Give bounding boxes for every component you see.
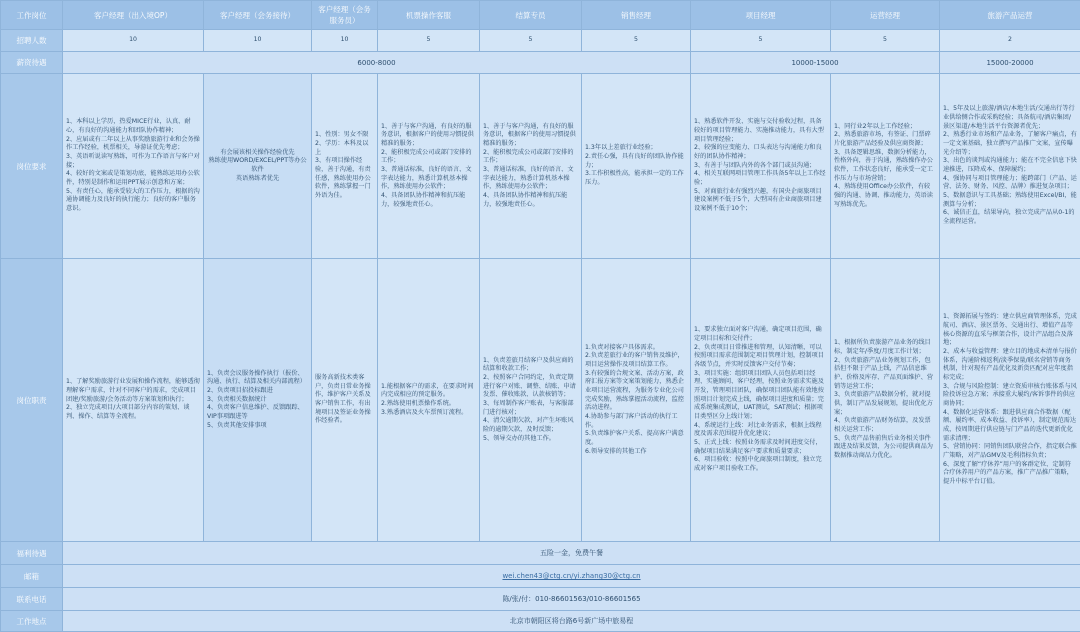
phone-row xyxy=(1,588,1080,611)
address-label: 工作地点 xyxy=(1,611,63,632)
requirements-row xyxy=(1,74,1080,259)
requirement-text: 1、熟悉软件开发、实施与交付验收过程，具备较好的项目管理能力、实施推动能力，具有大型项目管理经验； 2、较强的应变能力、口头表达与沟通能力和良好的团队协作精神； 3、有善于与团队内外的各个部门或员沟通； 4、相关互联网项目管理工作具备5年以上工作经验； 5、对商旅行业有强烈兴趣，有国央企商旅项目建设案例不低于5个，大型国有企业商旅项目建设案例不低于10个； xyxy=(691,74,831,259)
requirement-text: 1、性别：男女不限 2、学历：本科及以上 3、有项目操作经验，善于沟通，有责任感，熟练使用办公软件，熟练掌握一门外语为佳。 xyxy=(312,74,378,259)
salary-label: 薪资待遇 xyxy=(1,52,63,74)
duty-text: 1、了解奖励旅游行业发展和操作流程，能够透彻理解客户需求，针对不同客户的需求，完成项目团建/奖励旅游/会务活动等方案策划和执行； 2、独立完成项目/大项目部分内容的策划、谈判、操作、结算等全流程。 xyxy=(63,259,204,542)
hiring-count: 10 xyxy=(312,30,378,52)
requirements-label: 岗位要求 xyxy=(1,74,63,259)
header-position-5: 结算专员 xyxy=(480,1,582,30)
hiring-count: 5 xyxy=(378,30,480,52)
hiring-count: 5 xyxy=(582,30,691,52)
requirement-text: 1、善于与客户沟通，有良好的服务意识，根据客户的使用习惯提供精准的服务； 2、能积极完成公司或部门安排的工作； 3、普通话标准，良好的语言、文字表达能力，熟悉计算机基本操作，熟练使用办公软件； 4、具备团队协作精神和抗压能力，较强地责任心。 xyxy=(480,74,582,259)
duty-text: 服务高新技术类客户，负责日常业务操作，维护客户关系及客户销售工作，有出境项目及签证业务操作经验者。 xyxy=(312,259,378,542)
address-text: 北京市朝阳区将台路6号新广场中旅易程 xyxy=(63,611,1080,632)
requirement-text: 1、5年及以上旅游/酒店/本地生活/交通出行等行业供给侧合作或采购经验；具备航司/酒店集团/景区渠道/本地生活平台资源者优先； 2、熟悉行业市场和产品业务，了解客户痛点，有一定文案基础，独立撰写产品推广文案，宣传曝光介绍等； 3、出色的谈判或沟通能力；能在不完全信息下快速推进，压降成本、保障履约； 4、强协同与项目管理能力；能跨部门（产品、运营、法务、财务、风控、品牌）推进复杂项目； 5、数据意识与工具基础；熟练使用Excel/BI，能测算与分析； 6、诚信正直，结果导向，独立完成产品从0-1的全流程运营。 xyxy=(940,74,1080,259)
requirement-text: 1、本科以上学历，热爱MICE行业，认真、耐心，有良好的沟通能力和团队协作精神； 2、应届或有二年以上从事奖励旅游行业和会务操作工作经验，机票相关，导游证优先考虑； 3、英语听说读写熟练，可作为工作语言与客户对接； 4、较好的文案或是策划功底，能熟练运用办公软件，特别是制作和运用PPT展示创意和方案； 5、有责任心，能承受较大的工作压力，根据的沟通协调能力及良好的执行能力；良好的客户服务意识。 xyxy=(63,74,204,259)
header-row xyxy=(1,1,1080,30)
requirement-text: 有会展该相关操作经验优先 熟练使用WORD/EXCEL/PPT等办公软件 英语熟练者优先 xyxy=(204,74,312,259)
duty-text: 1.负责对接客户具体需求。 2.负责差旅行业的客户销售及维护，项目运营操作及项目结算工作。 3.有较强的合规文案、活动方案，政府汇报方案等文案策划能力，熟悉企业项目运营流程，为服务专业化公司完成奖励，熟练掌握活动流程，监控活动进程。 4.协助参与部门客户活动的执行工作。 5.负责维护客户关系、提高客户满意度。 6.领导安排的其他工作 xyxy=(582,259,691,542)
salary-range: 10000-15000 xyxy=(691,52,940,74)
header-position-3: 客户经理（会务服务员） xyxy=(312,1,378,30)
header-position-7: 项目经理 xyxy=(691,1,831,30)
duty-text: 1、要求独立面对客户沟通，确定项目范围，确定项目目标和交付件； 2、负责项目日常推进和管理，认知清晰，可以按照项目需求范围制定项目管理计划，控制项目各级节点，并实时反馈客户交付节奏； 3、项目实施：组织项目团队人员包括项目经理、实施顾问、客户经理，按照业务需求实施及开发，管理项目团队，确保项目团队能有效地按照项目计划完成上线，确保项目进度和质量；完成系统集成测试，UAT测试，SAT测试；根据项目类型区分上线计划； 4、系统运行上线：对比业务需求，根据上线程度及需求范围提升优化建议； 5、正式上线：按照业务需求及时间进度交付，确保项目结果满足客户要求和质量要求； 6、项目验收：按照中化商旅项目制度，独立完成对客户项目验收工作。 xyxy=(691,259,831,542)
header-position-label: 工作岗位 xyxy=(1,1,63,30)
duties-row xyxy=(1,259,1080,542)
hiring-count: 10 xyxy=(63,30,204,52)
header-position-9: 旅游产品运营 xyxy=(940,1,1080,30)
header-position-2: 客户经理（会务接待） xyxy=(204,1,312,30)
address-row xyxy=(1,611,1080,632)
header-position-1: 客户经理（出入境OP） xyxy=(63,1,204,30)
requirement-text: 1、同行业2年以上工作经验； 2、熟悉旅游市场，有签证、门票碎片化旅游产品经验及供应商资源； 3、具备逻辑思维，数据分析能力，性格外向，善于沟通，熟练操作办公软件，工作状态良好，能承受一定工作压力与市场营销； 4、熟练使用Office办公软件，有较强的沟通、协调、推动能力，英语读写熟练优先。 xyxy=(831,74,940,259)
email-label: 邮箱 xyxy=(1,565,63,588)
welfare-row xyxy=(1,542,1080,565)
header-position-4: 机票操作客服 xyxy=(378,1,480,30)
phone-label: 联系电话 xyxy=(1,588,63,611)
welfare-label: 福利待遇 xyxy=(1,542,63,565)
duty-text: 1.能根据客户的需求，在要求时间内完成相应的预定服务。 2.熟练使用机票操作系统。 3.熟悉酒店及火车票预订流程。 xyxy=(378,259,480,542)
email-row xyxy=(1,565,1080,588)
hiring-count: 10 xyxy=(204,30,312,52)
duty-text: 1、负责会议服务操作执行（报价、沟通、执行、结算及相关内部流程） 2、负责项目招投标跟进 3、负责相关数据统计 4、负责客户信息维护、反馈跟踪、VIP事项跟进等 5、负责其他安排事项 xyxy=(204,259,312,542)
duty-text: 1、负责差旅月结客户及供应商的结算和收款工作； 2、按照客户合同约定，负责定期进行客户对账、调整、结账、申请发票、催收账款、认款核销等； 3、每周制作客户账表，与客服部门进行核对； 4、清欠逾期欠款，对产生坏账风险的逾期欠款，及时反馈； 5、领导交办的其他工作。 xyxy=(480,259,582,542)
header-position-6: 销售经理 xyxy=(582,1,691,30)
requirement-text: 1、善于与客户沟通，有良好的服务意识，根据客户的使用习惯提供精准的服务； 2、能积极完成公司或部门安排的工作； 3、普通话标准，良好的语言、文字表达能力，熟悉计算机基本操作，熟练使用办公软件； 4、具备团队协作精神和抗压能力，较强地责任心。 xyxy=(378,74,480,259)
salary-row xyxy=(1,52,1080,74)
hiring-count: 5 xyxy=(691,30,831,52)
email-link[interactable]: wei.chen43@ctg.cn/yi.zhang30@ctg.cn xyxy=(63,565,1080,588)
hiring-count: 2 xyxy=(940,30,1080,52)
header-position-8: 运营经理 xyxy=(831,1,940,30)
welfare-text: 五险一金，免费午餐 xyxy=(63,542,1080,565)
duty-text: 1、根据所负责旅游产品业务的线目标，制定年/季度/月度工作计划； 2、负责旅游产品业务规划工作，包括但不限于产品上线，产品信息维护、价格及库存、产品页面维护、营销等运营工作； 3、负责旅游产品数据分析，就对提供，制订产品发展规划，提出优化方案； 4、负责旅游产品财务结算，及发票相关运营工作； 5、负责产品售前售后业务相关事件跟进及结果反馈，为公司提供商品为数据推动商品力优化。 xyxy=(831,259,940,542)
salary-range: 15000-20000 xyxy=(940,52,1080,74)
duties-label: 岗位职责 xyxy=(1,259,63,542)
hiring-row xyxy=(1,30,1080,52)
hiring-count: 5 xyxy=(831,30,940,52)
requirement-text: 1.3年以上差旅行业经验； 2.责任心强，具有良好的团队协作能力； 3.工作积极性高，能承担一定的工作压力。 xyxy=(582,74,691,259)
phone-text: 陈/张/付：010-86601563/010-86601565 xyxy=(63,588,1080,611)
hiring-count: 5 xyxy=(480,30,582,52)
hiring-label: 招聘人数 xyxy=(1,30,63,52)
duty-text: 1、资源拓展与签约：建立供应商管理体系，完成航司、酒店、景区票务、交通出行、增值产品等核心资源的直采与框架合作，设计产品组合及落地； 2、成本与收益管理：建立目的地成本清单与报价体系，沟通阶梯返利/淡季保量/联名营销等商务机制，针对现有产品优化及新货匹配对应年度指标完成； 3、合规与风险控制：建立资质审核台账体系与风险投诉应急方案；承接重大履约/客诉事件的供应商协同； 4、数据化运营体系：跟进供应商合作数据（配额、履约率、成本收益、投诉率），制定规范需达成，按周期进行供应链与门产品的迭代更新优化需求清理； 5、营销协同：同销售团队联营合作，指定联合推广策略，对产品GMV及毛利指标负责； 6、深度了解“疗休养”用户的客群定位、定制符合疗休养用户的产品方案，推广产品推广策略，提升中标平台订值。 xyxy=(940,259,1080,542)
salary-range: 6000-8000 xyxy=(63,52,691,74)
